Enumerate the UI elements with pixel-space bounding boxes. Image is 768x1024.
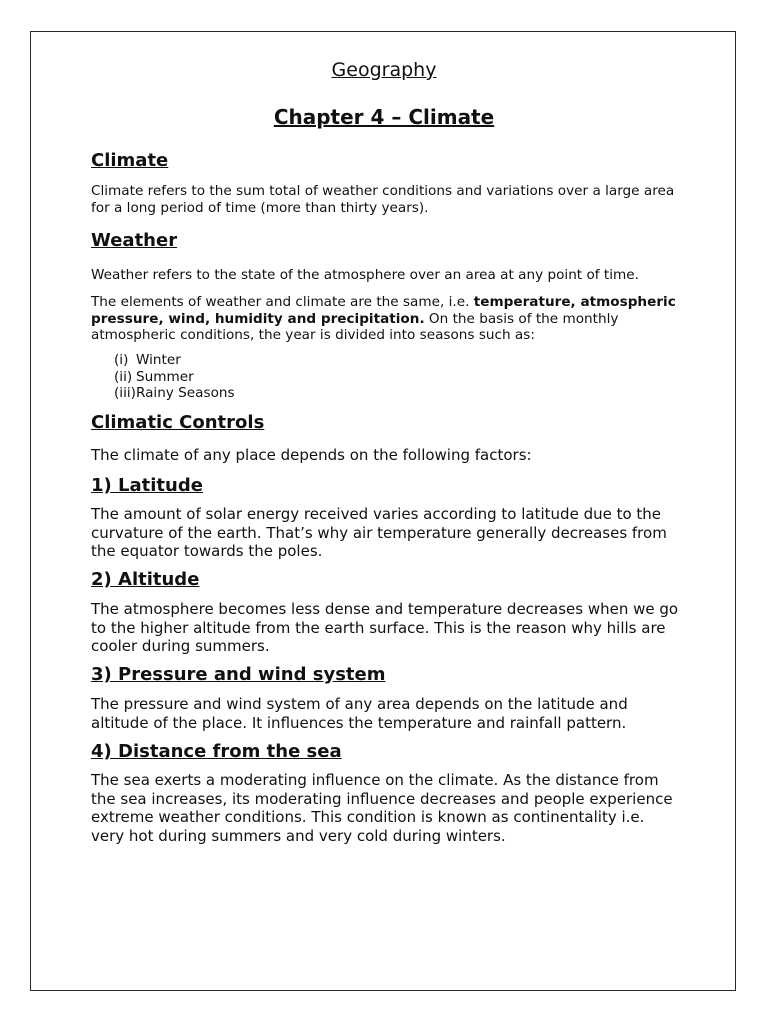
weather-heading: Weather: [91, 230, 178, 251]
list-item: [114, 369, 235, 386]
weather-definition: Weather refers to the state of the atmosphere over an area at any point of time.: [91, 267, 639, 283]
weather-elements-paragraph: [91, 294, 681, 344]
subject-title: Geography: [331, 59, 437, 81]
list-item-number: (ii): [114, 368, 133, 385]
document-page: [30, 31, 736, 991]
elements-bold-text: temperature, atmospheric pressure, wind, humidity and precipitation.: [91, 294, 676, 327]
climate-heading: Climate: [91, 150, 169, 171]
climate-definition: Climate refers to the sum total of weather conditions and variations over a large area for a long period of time (more than thirty years).: [91, 183, 675, 216]
list-item-number: (i): [114, 352, 129, 368]
seasons-list: [114, 352, 235, 402]
distance-sea-heading: 4) Distance from the sea: [91, 741, 342, 762]
list-item-label: Summer: [136, 368, 194, 385]
latitude-text: The amount of solar energy received varies according to latitude due to the curvature of the earth. That’s why air temperature generally decreases from the equator towards the poles.: [91, 505, 667, 560]
list-item: [114, 385, 235, 402]
list-item-number: (iii): [114, 385, 136, 401]
latitude-heading: 1) Latitude: [91, 475, 203, 496]
list-item: [114, 352, 235, 369]
distance-sea-text: The sea exerts a moderating influence on the climate. As the distance from the sea increases, its moderating influence decreases and people experience extreme weather conditions. This condition is known as continentality i.e. very hot during summers and very cold during winters.: [91, 771, 673, 845]
pressure-wind-heading: 3) Pressure and wind system: [91, 664, 386, 685]
climatic-controls-intro: The climate of any place depends on the following factors:: [91, 446, 532, 464]
elements-intro-text: The elements of weather and climate are the same, i.e.: [91, 294, 474, 310]
altitude-heading: 2) Altitude: [91, 569, 200, 590]
list-item-label: Winter: [136, 352, 181, 368]
climatic-controls-heading: Climatic Controls: [91, 412, 265, 433]
elements-rest-text: On the basis of the monthly atmospheric conditions, the year is divided into seasons such as:: [91, 310, 619, 343]
altitude-text: The atmosphere becomes less dense and temperature decreases when we go to the higher altitude from the earth surface. This is the reason why hills are cooler during summers.: [91, 600, 679, 655]
chapter-title: Chapter 4 – Climate: [273, 105, 495, 129]
list-item-label: Rainy Seasons: [135, 385, 235, 401]
pressure-wind-text: The pressure and wind system of any area depends on the latitude and altitude of the place. It influences the temperature and rainfall pattern.: [91, 695, 628, 732]
